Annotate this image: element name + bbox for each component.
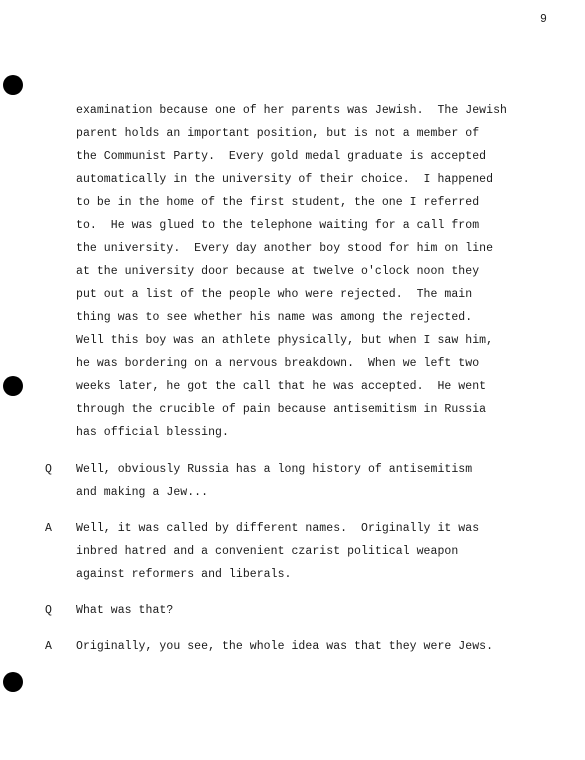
page-number: 9 bbox=[540, 13, 547, 26]
text-line: the university. Every day another boy stood for him on line bbox=[76, 242, 494, 255]
text-line: automatically in the university of their choice. I happened bbox=[76, 173, 494, 186]
answer-line: Originally, you see, the whole idea was that they were Jews. bbox=[76, 640, 494, 653]
question-line: and making a Jew... bbox=[76, 486, 209, 499]
text-line: has official blessing. bbox=[76, 426, 229, 439]
question-line: What was that? bbox=[76, 604, 174, 617]
text-line: examination because one of her parents was Jewish. The Jewish bbox=[76, 104, 507, 117]
speaker-marker-a: A bbox=[45, 640, 52, 653]
text-line: put out a list of the people who were rejected. The main bbox=[76, 288, 473, 301]
punch-hole-bottom bbox=[3, 672, 23, 692]
answer-line: inbred hatred and a convenient czarist political weapon bbox=[76, 545, 459, 558]
speaker-marker-q: Q bbox=[45, 463, 52, 476]
answer-line: Well, it was called by different names. Originally it was bbox=[76, 522, 480, 535]
text-line: Well this boy was an athlete physically, but when I saw him, bbox=[76, 334, 494, 347]
punch-hole-top bbox=[3, 75, 23, 95]
text-line: at the university door because at twelve o'clock noon they bbox=[76, 265, 480, 278]
speaker-marker-q: Q bbox=[45, 604, 52, 617]
text-line: to be in the home of the first student, the one I referred bbox=[76, 196, 480, 209]
text-line: he was bordering on a nervous breakdown. When we left two bbox=[76, 357, 480, 370]
text-line: to. He was glued to the telephone waiting for a call from bbox=[76, 219, 480, 232]
punch-hole-middle bbox=[3, 376, 23, 396]
question-line: Well, obviously Russia has a long history of antisemitism bbox=[76, 463, 473, 476]
speaker-marker-a: A bbox=[45, 522, 52, 535]
text-line: through the crucible of pain because antisemitism in Russia bbox=[76, 403, 487, 416]
text-line: thing was to see whether his name was among the rejected. bbox=[76, 311, 473, 324]
text-line: weeks later, he got the call that he was accepted. He went bbox=[76, 380, 487, 393]
text-line: the Communist Party. Every gold medal graduate is accepted bbox=[76, 150, 487, 163]
answer-line: against reformers and liberals. bbox=[76, 568, 292, 581]
text-line: parent holds an important position, but is not a member of bbox=[76, 127, 480, 140]
